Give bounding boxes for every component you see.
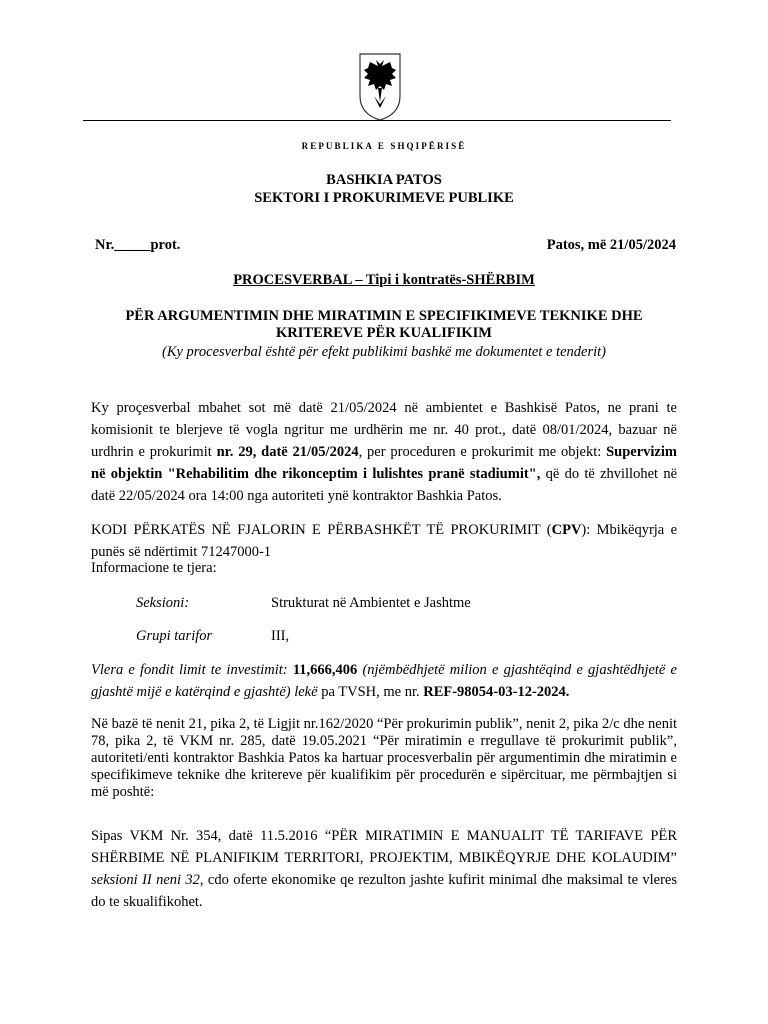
institution-name: BASHKIA PATOS [326, 172, 442, 188]
paragraph-intro: Ky proçesverbal mbahet sot më datë 21/05/2024 në ambientet e Bashkisë Patos, ne prani te komisionit te blerjeve të vogla ngritur me urdhërin me nr. 40 prot., datë 08/01/2024, bazuar në urdhrin e prokurimit nr. 29, datë 21/05/2024, per proceduren e prokurimit me objekt: Supervizim në objektin "Rehabilitim dhe rikonceptim i lulishtes pranë stadiumit", që do të zhvillohet në datë 22/05/2024 ora 14:00 nga autoriteti ynë kontraktor Bashkia Patos. [91, 400, 678, 504]
sector-name: SEKTORI I PROKURIMEVE PUBLIKE [254, 190, 514, 206]
paragraph-legal-basis: Në bazë të nenit 21, pika 2, të Ligjit nr.162/2020 “Për prokurimin publik”, nenit 2, pika 2/c dhe nenit 78, pika 2, të VKM nr. 285, datë 19.05.2021 “Për miratimin e rregullave të prokurimit publik”, autoriteti/enti kontraktor Bashkia Patos ka hartuar procesverbalin për argumentimin dhe miratimin e specifikimeve teknike dhe kritereve për kualifikim për procedurën e sipërcituar, me përmbajtjen si më poshtë: [91, 716, 677, 800]
publication-note: (Ky procesverbal është për efekt publikimi bashkë me dokumentet e tenderit) [162, 344, 606, 360]
place-date: Patos, më 21/05/2024 [546, 237, 676, 253]
cpv-code: KODI PËRKATËS NË FJALORIN E PËRBASHKËT TË PROKURIMIT (CPV): Mbikëqyrja e punës së ndërtimit 71247000-1 [91, 522, 677, 560]
document-title: PROCESVERBAL – Tipi i kontratës-SHËRBIM [233, 272, 535, 288]
info-label: Informacione te tjera: [91, 560, 217, 576]
fund-limit: Vlera e fondit limit te investimit: 11,666,406 (njëmbëdhjetë milion e gjashtëqind e gjashtëdhjetë e gjashtë mijë e katërqind e gjashtë) lekë pa TVSH, me nr. REF-98054-03-12-2024. [91, 662, 677, 700]
document-subtitle: PËR ARGUMENTIMIN DHE MIRATIMIN E SPECIFIKIMEVE TEKNIKE DHE KRITEREVE PËR KUALIFIKIM [125, 308, 643, 341]
section-value: Strukturat në Ambientet e Jashtme [271, 595, 471, 611]
protocol-number: Nr._____prot. [95, 237, 181, 253]
header-rule [83, 120, 671, 121]
paragraph-vkm: Sipas VKM Nr. 354, datë 11.5.2016 “PËR MIRATIMIN E MANUALIT TË TARIFAVE PËR SHËRBIME NË PLANIFIKIM TERRITORI, PROJEKTIM, MBIKËQYRJE DHE KOLAUDIM” seksioni II neni 32, cdo oferte ekonomike qe rezulton jashte kufirit minimal dhe maksimal te vleres do te skualifikohet. [91, 828, 677, 910]
tariff-group-value: III, [271, 628, 290, 644]
section-label: Seksioni: [136, 595, 190, 611]
republic-label: REPUBLIKA E SHQIPËRISË [301, 141, 467, 151]
albania-emblem-icon [356, 52, 404, 122]
tariff-group-label: Grupi tarifor [136, 628, 213, 644]
